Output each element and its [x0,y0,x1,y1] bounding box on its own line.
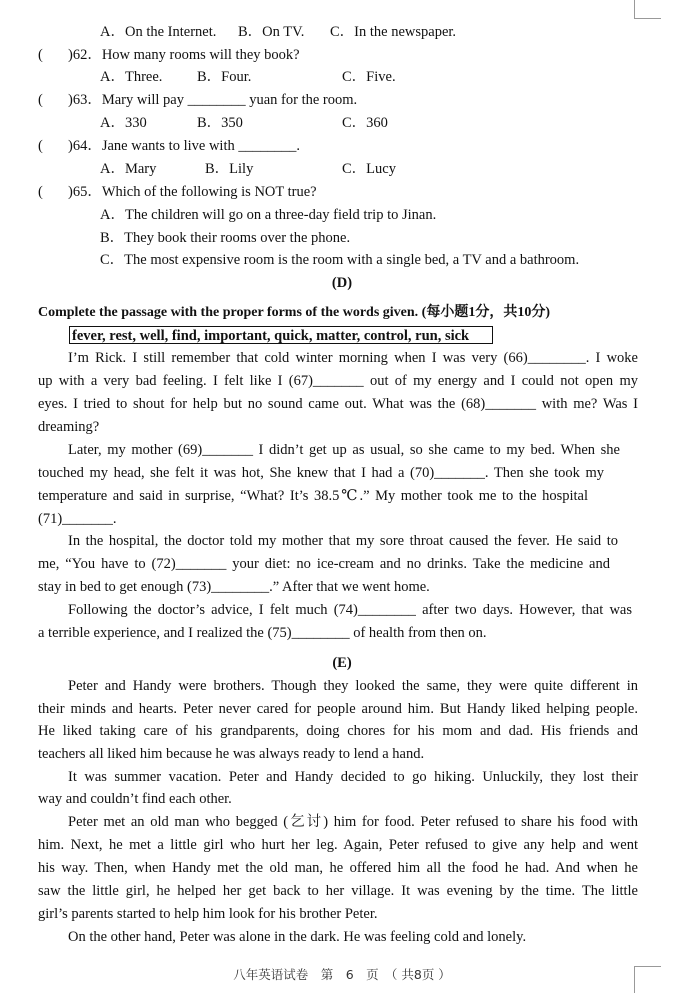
passage-d-line: Later, my mother (69)_______ I didn’t get up as usual, so she came to my bed. When she [68,442,620,458]
passage-d-line: Following the doctor’s advice, I felt much (74)________ after two days. However, that was [68,602,632,618]
passage-e-line: saw the little girl, he helped her get back to her village. It was evening by the time. The little [38,883,638,899]
passage-e-line: girl’s parents started to help him look for his brother Peter. [38,906,378,922]
q63-option-c: C．360 [342,115,388,131]
section-e-heading: (E) [332,655,352,671]
q62-option-b: B．Four. [197,69,252,85]
word-box: fever, rest, well, find, important, quick, matter, control, run, sick [69,326,493,344]
q63-option-a: A．330 [100,115,147,131]
page-footer: 八年英语试卷 第 6 页 （ 共8页 ） [233,967,451,982]
passage-e-line: their minds and hearts. Peter never cared for people around him. But Handy liked helping people. [38,701,638,717]
q61-option-b: B．On TV. [238,24,305,40]
q64-option-c: C．Lucy [342,161,396,177]
q62-option-a: A．Three. [100,69,163,85]
q64-option-a: A．Mary [100,161,157,177]
passage-d-line: temperature and said in surprise, “What? It’s 38.5℃.” My mother took me to the hospital [38,488,588,504]
passage-e-line: teachers all liked him because he was always ready to lend a hand. [38,746,425,762]
passage-d-line: stay in bed to get enough (73)________.” After that we went home. [38,579,430,595]
passage-e-line: way and couldn’t find each other. [38,791,232,807]
q65-option-c: C．The most expensive room is the room with a single bed, a TV and a bathroom. [100,252,580,268]
q63-paren: ( [38,92,43,108]
passage-e-line: him. Next, he met a little girl who hurt her leg. Again, Peter refused to give any help and went [38,837,638,853]
q62-paren: ( [38,47,43,63]
passage-d-line: eyes. I tried to shout for help but no sound came out. What was the (68)_______ with me? Was I [38,396,638,412]
passage-d-line: a terrible experience, and I realized the (75)________ of health from then on. [38,625,487,641]
passage-e-line: Peter met an old man who begged (乞讨) him for food. Peter refused to share his food with [68,814,638,830]
section-d-instruction: Complete the passage with the proper forms of the words given. (每小题1分，共10分) [38,305,550,320]
q62-stem: )62．How many rooms will they book? [68,47,300,63]
q64-stem: )64．Jane wants to live with ________. [68,138,300,154]
section-d-heading: (D) [331,275,353,291]
passage-e-line: He liked taking care of his grandparents, doing chores for his mom and dad. His friends and [38,723,638,739]
q61-option-c: C．In the newspaper. [330,24,457,40]
passage-d-line: dreaming? [38,419,100,435]
q63-stem: )63．Mary will pay ________ yuan for the room. [68,92,358,108]
q61-option-a: A．On the Internet. [100,24,217,40]
q65-paren: ( [38,184,43,200]
passage-d-line: up with a very bad feeling. I felt like I (67)_______ out of my energy and I could not open my [38,373,638,389]
crop-mark-top-right [634,0,661,19]
passage-d-line: In the hospital, the doctor told my mother that my sore throat caused the fever. He said to [68,533,618,549]
q63-option-b: B．350 [197,115,243,131]
passage-d-line: me, “You have to (72)_______ your diet: no ice-cream and no drinks. Take the medicine and [38,556,610,572]
passage-e-line: It was summer vacation. Peter and Handy decided to go hiking. Unluckily, they lost their [68,769,638,785]
passage-e-line: Peter and Handy were brothers. Though they looked the same, they were quite different in [68,678,638,694]
passage-e-line: On the other hand, Peter was alone in the dark. He was feeling cold and lonely. [68,929,527,945]
q65-option-a: A．The children will go on a three-day field trip to Jinan. [100,207,437,223]
q65-stem: )65．Which of the following is NOT true? [68,184,317,200]
passage-d-line: touched my head, she felt it was hot, She knew that I had a (70)_______. Then she took my [38,465,604,481]
q65-option-b: B．They book their rooms over the phone. [100,230,351,246]
q64-paren: ( [38,138,43,154]
q62-option-c: C．Five. [342,69,396,85]
passage-d-line: I’m Rick. I still remember that cold winter morning when I was very (66)________. I woke [68,350,638,366]
passage-d-line: (71)_______. [38,511,117,527]
q64-option-b: B．Lily [205,161,254,177]
passage-e-line: his way. Then, when Handy met the old man, he offered him all the food he had. And when he [38,860,638,876]
